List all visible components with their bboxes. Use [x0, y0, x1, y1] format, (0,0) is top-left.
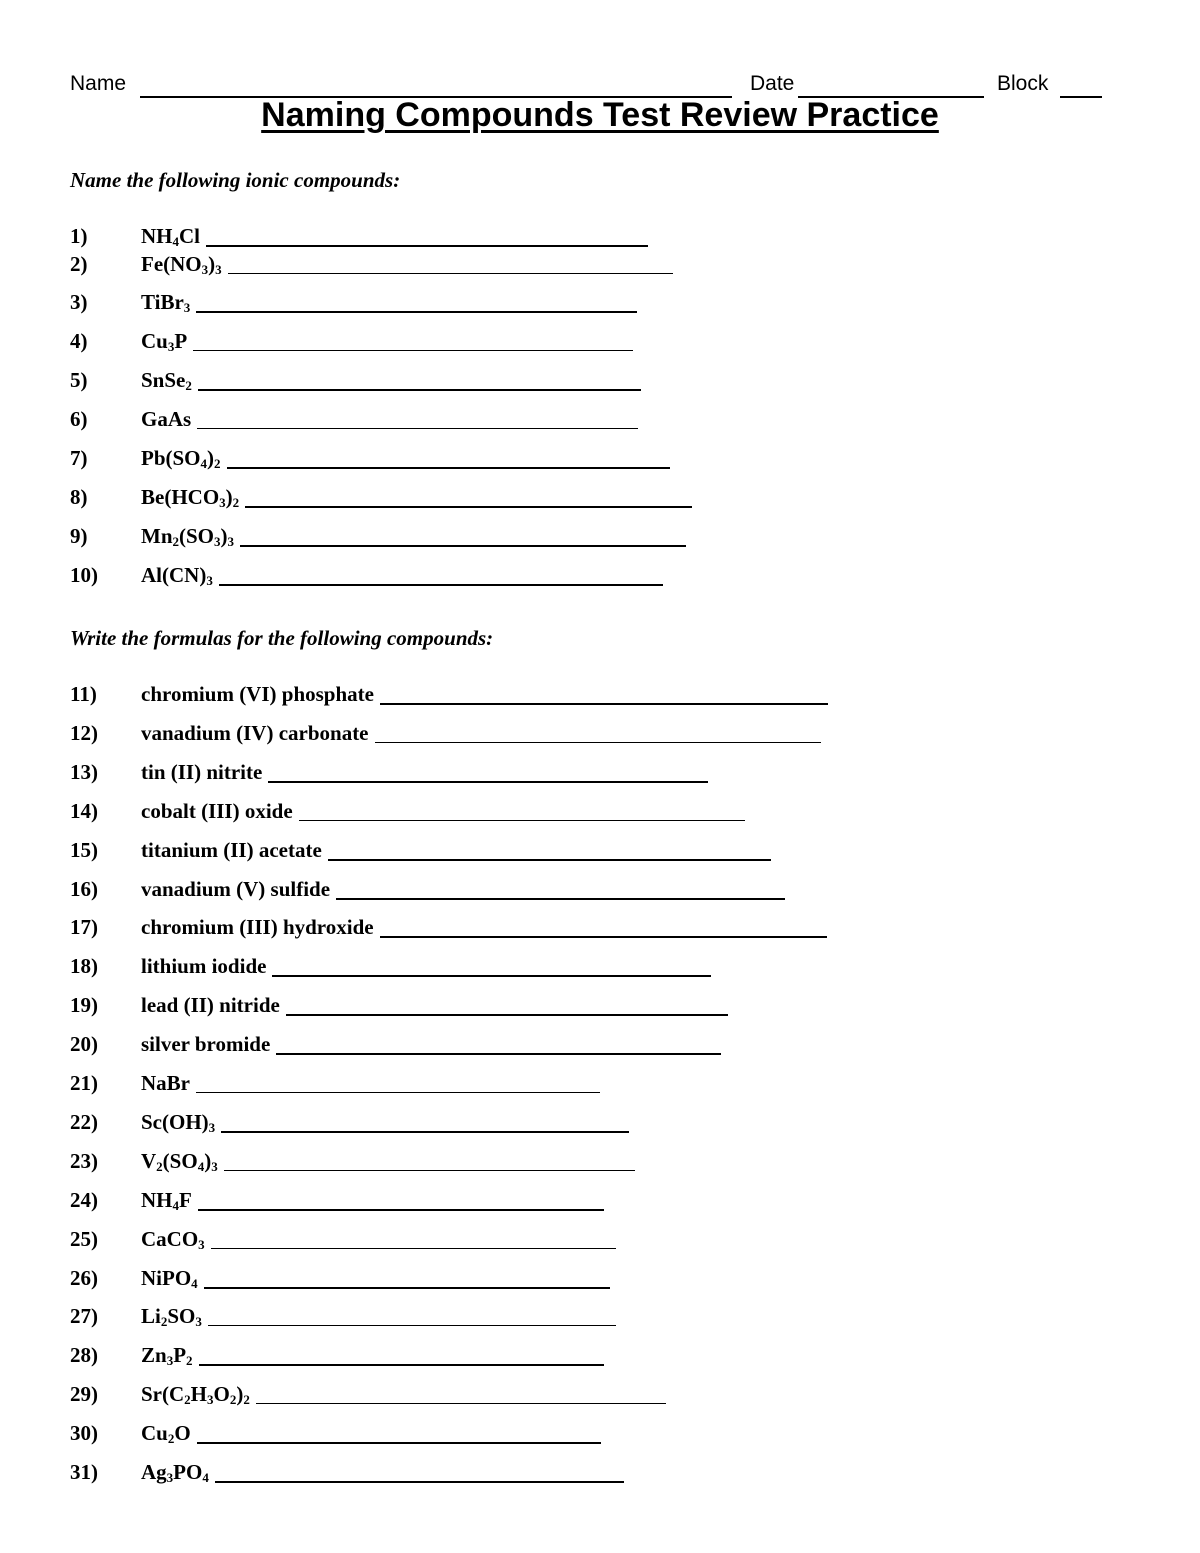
answer-line[interactable] — [245, 506, 692, 508]
student-info-header — [70, 70, 1102, 98]
question-number: 9) — [70, 524, 88, 548]
answer-line[interactable] — [196, 1092, 600, 1093]
answer-line[interactable] — [204, 1287, 610, 1289]
answer-line[interactable] — [240, 545, 686, 547]
question-text: $Ag_3PO_4$ — [141, 1460, 209, 1485]
question-number: 5) — [70, 368, 88, 392]
question-text: TiBr$_3$ — [141, 290, 191, 315]
question-text: $Cu_2O$ — [141, 1421, 191, 1446]
answer-line[interactable] — [272, 975, 711, 977]
question-text: $Zn_3P_2$ — [141, 1343, 193, 1368]
question-number: 26) — [70, 1266, 98, 1290]
question-text: $Cu_3P$ — [141, 329, 188, 354]
date-label: Date — [750, 72, 795, 95]
question-number: 27) — [70, 1304, 98, 1328]
answer-line[interactable] — [221, 1131, 629, 1133]
question-number: 24) — [70, 1188, 98, 1212]
answer-line[interactable] — [286, 1014, 728, 1016]
question-text: silver bromide — [141, 1032, 271, 1056]
answer-line[interactable] — [211, 1248, 616, 1249]
answer-line[interactable] — [380, 936, 827, 938]
answer-line[interactable] — [197, 428, 638, 429]
question-text: $Li_2SO_3$ — [141, 1304, 202, 1329]
answer-line[interactable] — [276, 1053, 721, 1055]
section1-instruction: Name the following ionic compounds: — [70, 168, 401, 192]
answer-line[interactable] — [256, 1403, 666, 1404]
question-number: 1) — [70, 224, 88, 248]
answer-line[interactable] — [208, 1325, 616, 1326]
question-number: 19) — [70, 993, 98, 1017]
question-number: 10) — [70, 563, 98, 587]
answer-line[interactable] — [336, 898, 785, 900]
answer-line[interactable] — [268, 781, 708, 783]
question-number: 13) — [70, 760, 98, 784]
question-text: vanadium (V) sulfide — [141, 877, 331, 901]
page-title: Naming Compounds Test Review Practice — [261, 96, 939, 134]
answer-line[interactable] — [193, 350, 633, 351]
answer-line[interactable] — [227, 467, 670, 469]
question-number: 28) — [70, 1343, 98, 1367]
question-text: $Be(HCO_3)_2$ — [141, 485, 240, 510]
question-text: lithium iodide — [141, 954, 267, 978]
question-number: 7) — [70, 446, 88, 470]
block-label: Block — [997, 72, 1049, 95]
question-number: 8) — [70, 485, 88, 509]
question-number: 25) — [70, 1227, 98, 1251]
question-text: CaCO$_3$ — [141, 1227, 205, 1252]
question-number: 2) — [70, 252, 88, 276]
question-text: tin (II) nitrite — [141, 760, 263, 784]
question-text: $Al(CN)_3$ — [141, 563, 213, 588]
section2-instruction: Write the formulas for the following compounds: — [70, 626, 494, 650]
answer-line[interactable] — [198, 389, 641, 391]
answer-line[interactable] — [206, 245, 648, 247]
answer-line[interactable] — [199, 1364, 604, 1366]
question-text: $Mn_2(SO_3)_3$ — [141, 524, 235, 549]
question-number: 18) — [70, 954, 98, 978]
question-text: NiPO$_4$ — [141, 1266, 198, 1291]
question-number: 15) — [70, 838, 98, 862]
answer-line[interactable] — [196, 311, 637, 313]
answer-line[interactable] — [198, 1209, 604, 1211]
question-text: $Pb(SO_4)_2$ — [141, 446, 221, 471]
question-number: 29) — [70, 1382, 98, 1406]
question-number: 6) — [70, 407, 88, 431]
question-text: NaBr — [141, 1071, 190, 1095]
answer-line[interactable] — [228, 273, 673, 274]
question-text: $Sr(C_2H_3O_2)_2$ — [141, 1382, 250, 1407]
question-text: $NH_4F$ — [141, 1188, 192, 1213]
answer-line[interactable] — [224, 1170, 635, 1171]
question-number: 11) — [70, 682, 97, 706]
answer-line[interactable] — [197, 1442, 601, 1444]
question-number: 16) — [70, 877, 98, 901]
question-number: 30) — [70, 1421, 98, 1445]
question-text: $NH_4Cl$ — [141, 224, 200, 249]
question-text: lead (II) nitride — [141, 993, 280, 1017]
question-text: $Sc(OH)_3$ — [141, 1110, 216, 1135]
question-number: 21) — [70, 1071, 98, 1095]
question-text: chromium (VI) phosphate — [141, 682, 374, 706]
question-text: $V_2(SO_4)_3$ — [141, 1149, 218, 1174]
question-text: vanadium (IV) carbonate — [141, 721, 369, 745]
question-number: 4) — [70, 329, 88, 353]
question-number: 22) — [70, 1110, 98, 1134]
name-label: Name — [70, 72, 127, 95]
question-text: SnSe$_2$ — [141, 368, 192, 393]
answer-line[interactable] — [215, 1481, 624, 1483]
answer-line[interactable] — [299, 820, 745, 821]
question-number: 3) — [70, 290, 88, 314]
question-number: 14) — [70, 799, 98, 823]
question-text: titanium (II) acetate — [141, 838, 322, 862]
answer-line[interactable] — [375, 742, 821, 743]
answer-line[interactable] — [328, 859, 771, 861]
answer-line[interactable] — [380, 703, 828, 705]
question-text: GaAs — [141, 407, 192, 431]
question-number: 17) — [70, 915, 98, 939]
question-text: cobalt (III) oxide — [141, 799, 293, 823]
question-text: $Fe(NO_3)_3$ — [141, 252, 222, 277]
question-text: chromium (III) hydroxide — [141, 915, 374, 939]
question-number: 23) — [70, 1149, 98, 1173]
answer-line[interactable] — [219, 584, 663, 586]
question-number: 31) — [70, 1460, 98, 1484]
question-number: 12) — [70, 721, 98, 745]
question-number: 20) — [70, 1032, 98, 1056]
